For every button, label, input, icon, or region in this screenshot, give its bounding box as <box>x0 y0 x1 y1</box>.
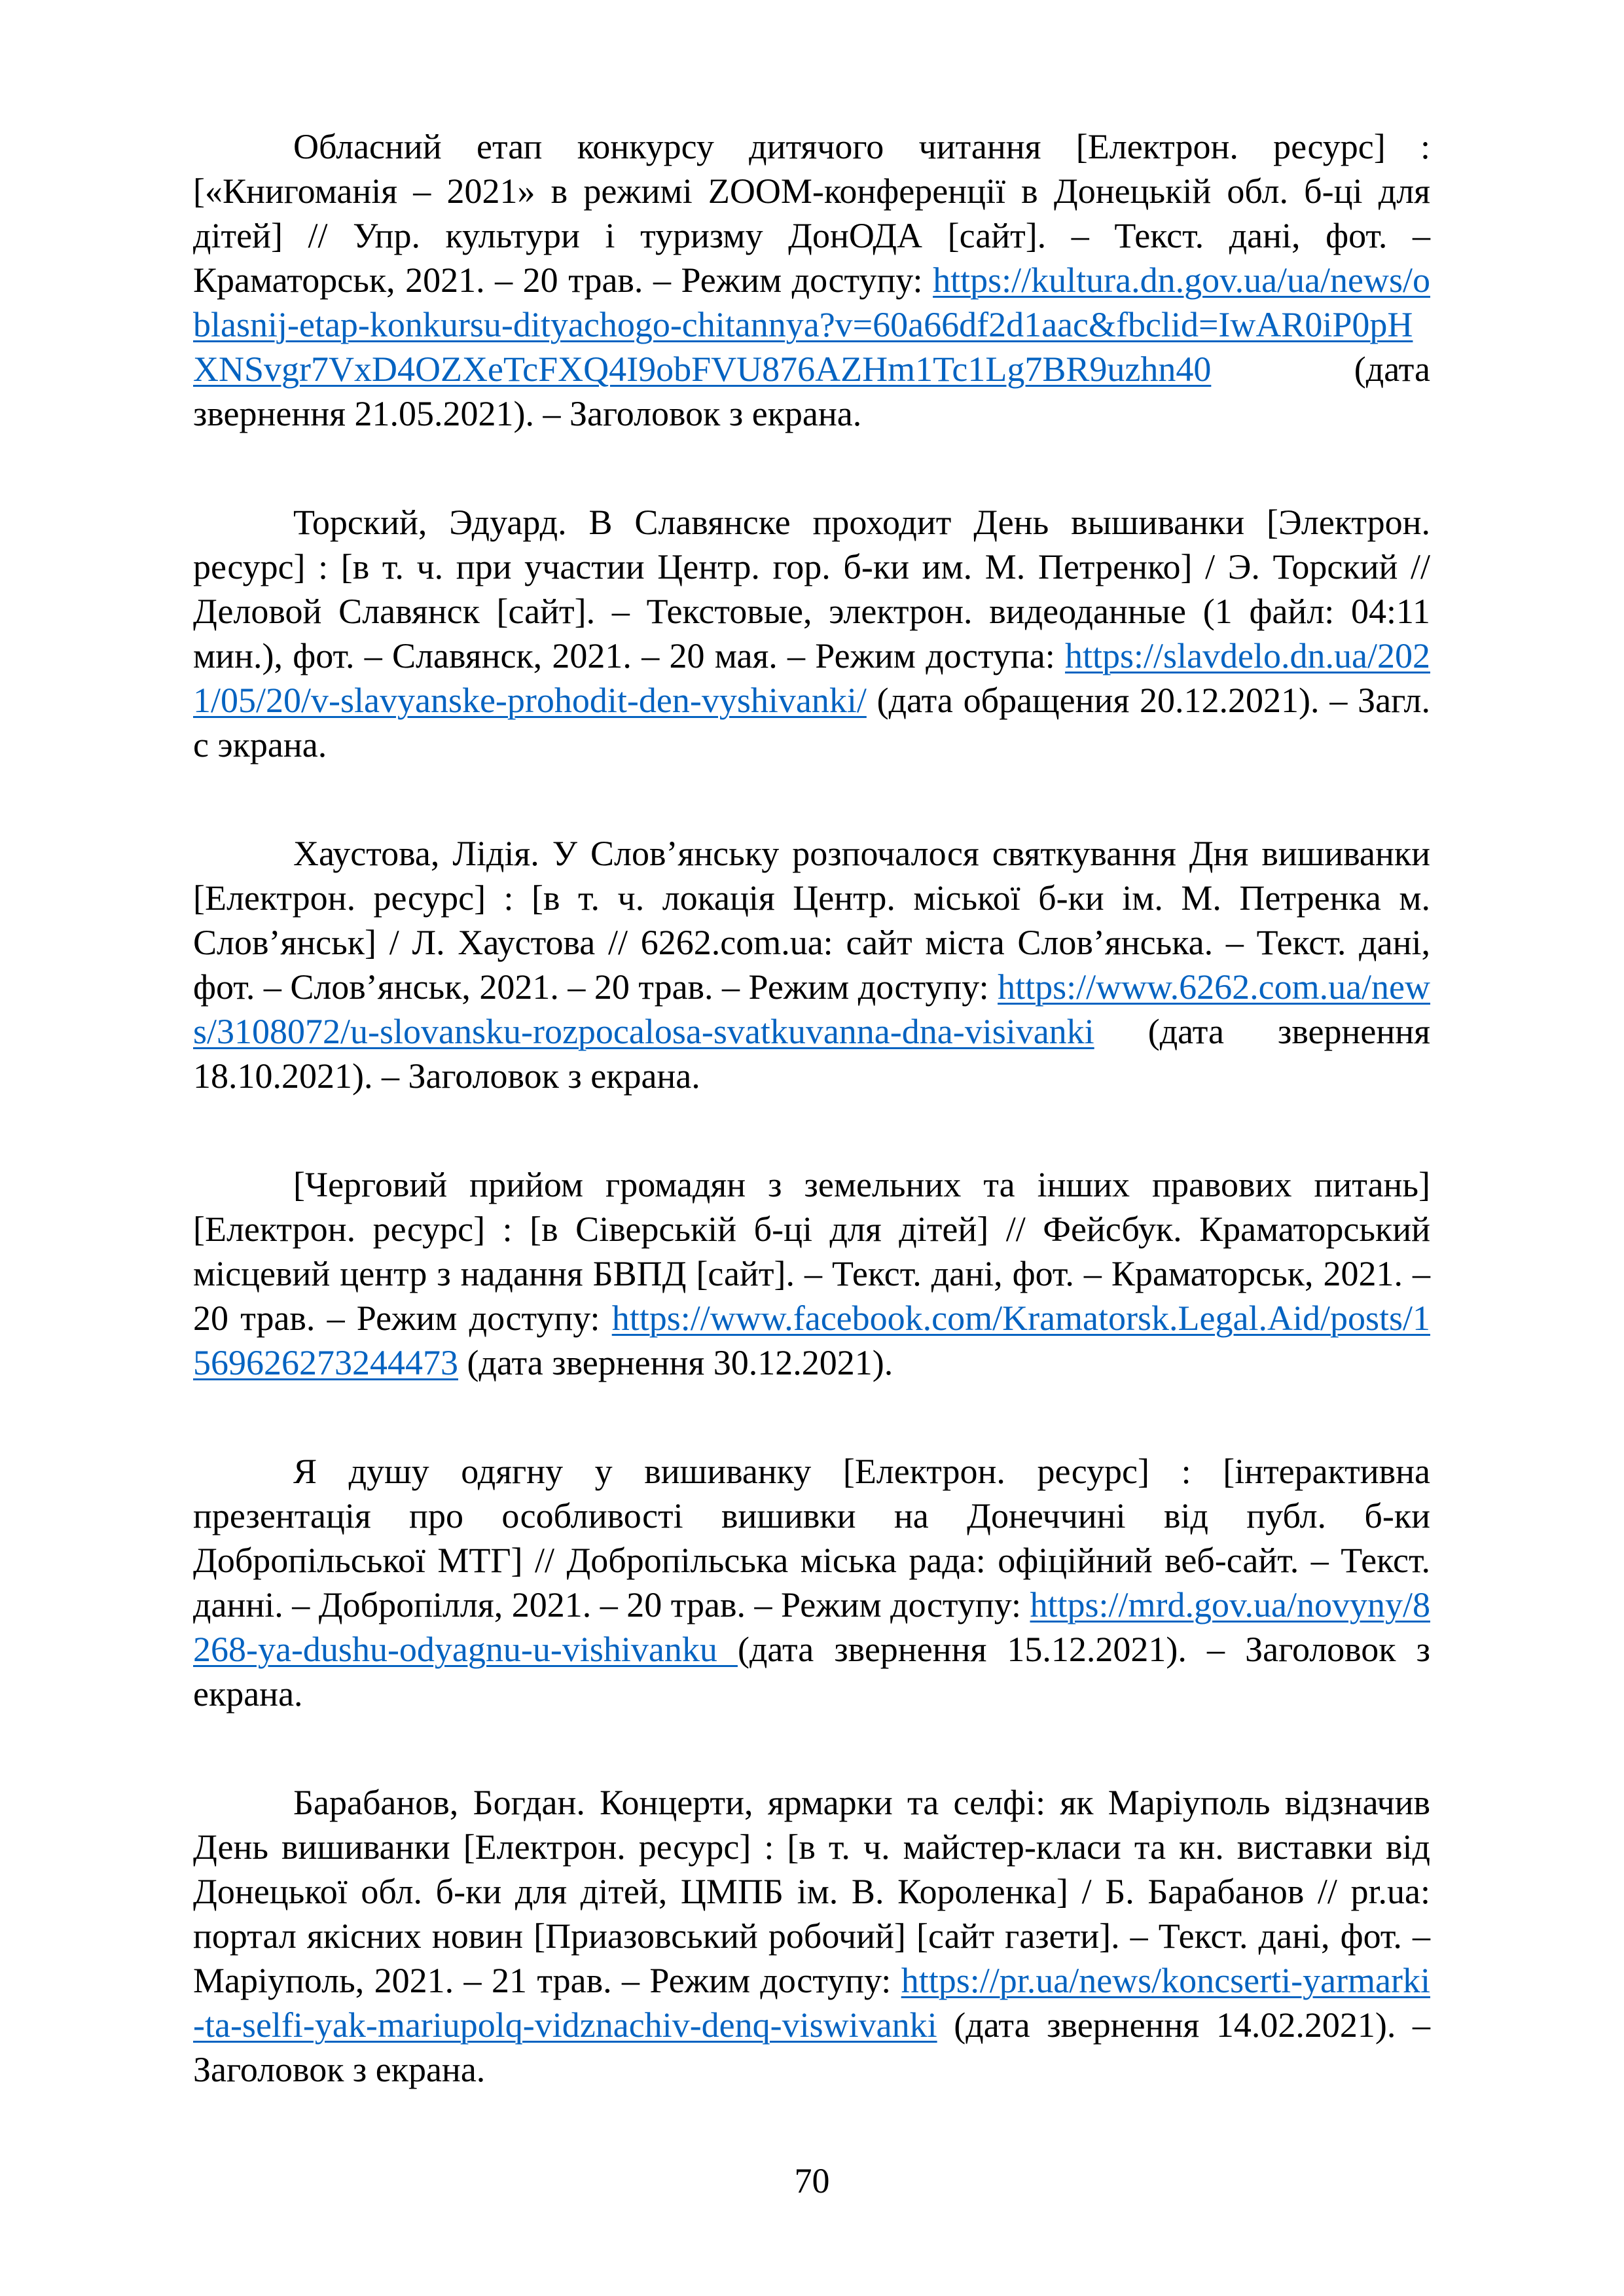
entry-link[interactable]: https://www.6262.com.ua/news/3108072/u-slovansku-rozpocalosa-svatkuvanna-dna-visivanki <box>193 967 1431 1051</box>
entry-text-after: (дата звернення 30.12.2021). <box>458 1343 893 1382</box>
entry-text: Барабанов, Богдан. Концерти, ярмарки та селфі: як Маріуполь відзначив День вишиванки [Електрон. ресурс] : [в т. ч. майстер-класи та кн. виставки від Донецької обл. б-ки для дітей, ЦМПБ ім. В. Короленка] / Б. Барабанов // pr.ua: портал якісних новин [Приазовський робочий] [сайт газети]. – Текст. дані, фот. – Маріуполь, 2021. – 21 трав. – Режим доступу: <box>193 1783 1430 2000</box>
entry-link[interactable]: https://www.facebook.com/Kramatorsk.Legal.Aid/posts/1569626273244473 <box>193 1299 1430 1382</box>
entry-link[interactable]: https://mrd.gov.ua/novyny/8268-ya-dushu-odyagnu-u-vishivanku <box>193 1585 1430 1669</box>
bibliography-entry <box>193 1162 1430 1385</box>
entry-link[interactable]: https://slavdelo.dn.ua/2021/05/20/v-slavyanske-prohodit-den-vyshivanki/ <box>193 636 1430 720</box>
bibliography-entry <box>193 500 1430 767</box>
entry-text-after: (дата обращения 20.12.2021). – Загл. с экрана. <box>193 681 1430 764</box>
entry-text: Торский, Эдуард. В Славянске проходит День вышиванки [Электрон. ресурс] : [в т. ч. при участии Центр. гор. б-ки им. М. Петренко] / Э. Торский // Деловой Славянск [сайт]. – Текстовые, электрон. видеоданные (1 файл: 04:11 мин.), фот. – Славянск, 2021. – 20 мая. – Режим доступа: <box>193 503 1430 675</box>
bibliography-entry <box>193 1780 1430 2092</box>
bibliography-entry <box>193 124 1430 436</box>
entry-link[interactable]: https://pr.ua/news/koncserti-yarmarki-ta-selfi-yak-mariupolq-vidznachiv-denq-viswivanki <box>193 1961 1430 2045</box>
entry-link[interactable]: https://kultura.dn.gov.ua/ua/news/oblasnij-etap-konkursu-dityachogo-chitannya?v=60a66df2d1aac&fbclid=IwAR0iP0pHXNSvgr7VxD4OZXeTcFXQ4I9obFVU876AZHm1Tc1Lg7BR9uzhn40 <box>193 260 1430 389</box>
entry-text: Хаустова, Лідія. У Слов’янську розпочалося святкування Дня вишиванки [Електрон. ресурс] : [в т. ч. локація Центр. міської б-ки ім. М. Петренка м. Слов’янськ] / Л. Хаустова // 6262.com.ua: сайт міста Слов’янська. – Текст. дані, фот. – Слов’янськ, 2021. – 20 трав. – Режим доступу: <box>193 834 1430 1007</box>
entry-text: Обласний етап конкурсу дитячого читання [Електрон. ресурс] : [«Книгоманія – 2021» в режимі ZOOM-конференції в Донецькій обл. б-ці для дітей] // Упр. культури і туризму ДонОДА [сайт]. – Текст. дані, фот. – Краматорськ, 2021. – 20 трав. – Режим доступу: <box>193 127 1430 300</box>
entry-text-after: (дата звернення 18.10.2021). – Заголовок з екрана. <box>193 1012 1430 1096</box>
bibliography-entry <box>193 1449 1430 1716</box>
entry-text-after: (дата звернення 21.05.2021). – Заголовок з екрана. <box>193 350 1430 433</box>
entry-text: Я душу одягну у вишиванку [Електрон. ресурс] : [інтерактивна презентація про особливості вишивки на Донеччині від публ. б-ки Добропільської МТГ] // Добропільська міська рада: офіційний веб-сайт. – Текст. данні. – Добропілля, 2021. – 20 трав. – Режим доступу: <box>193 1452 1430 1624</box>
page-body <box>193 124 1430 2156</box>
entry-text-after: (дата звернення 15.12.2021). – Заголовок з екрана. <box>193 1630 1430 1713</box>
bibliography-entry <box>193 831 1430 1098</box>
entry-text: [Черговий прийом громадян з земельних та інших правових питань] [Електрон. ресурс] : [в Сіверській б-ці для дітей] // Фейсбук. Краматорський місцевий центр з надання БВПД [сайт]. – Текст. дані, фот. – Краматорськ, 2021. – 20 трав. – Режим доступу: <box>193 1165 1430 1338</box>
entry-text-after: (дата звернення 14.02.2021). – Заголовок з екрана. <box>193 2005 1430 2089</box>
page-number: 70 <box>794 2161 830 2200</box>
